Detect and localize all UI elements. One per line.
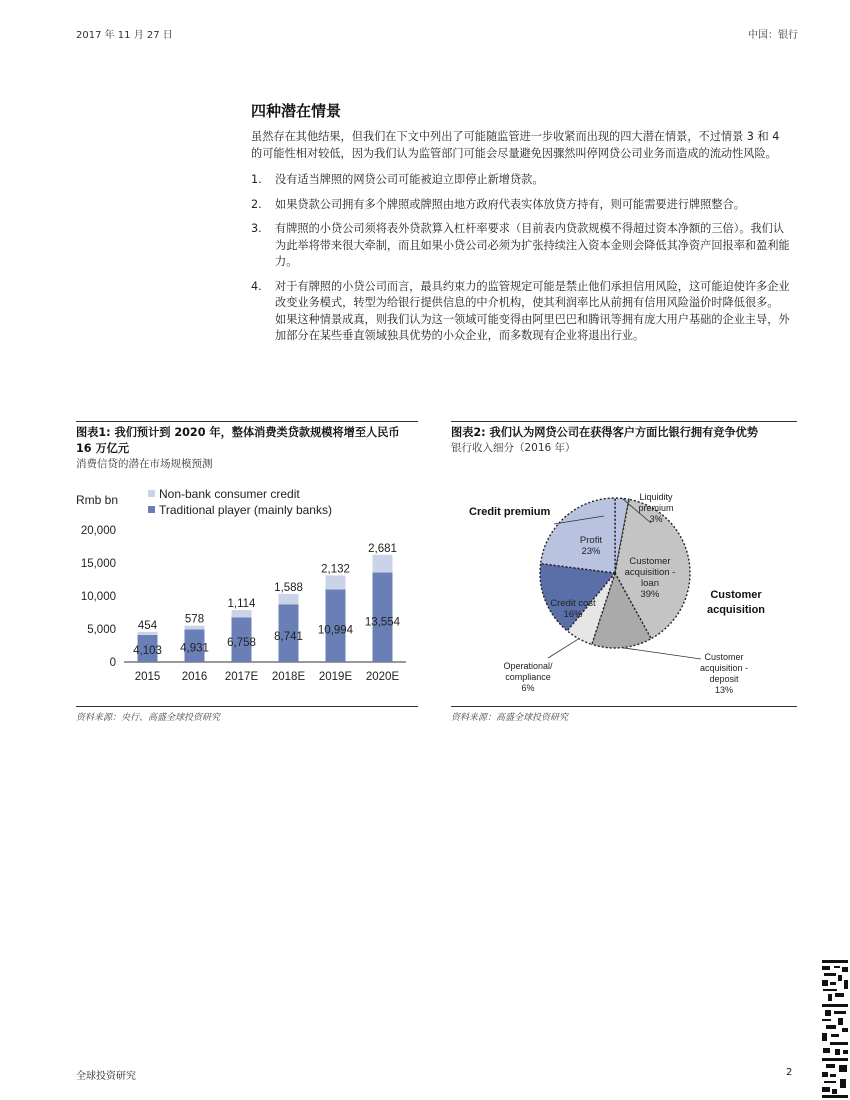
list-number: 1.	[251, 173, 262, 186]
legend-label: Non-bank consumer credit	[159, 487, 300, 501]
pie-label: 6%	[521, 683, 535, 693]
x-tick-label: 2018E	[271, 671, 306, 683]
scenarios-section	[251, 100, 791, 353]
bar-nonbank	[138, 632, 158, 635]
pie-label: 39%	[640, 589, 660, 600]
x-tick-label: 2019E	[318, 671, 353, 683]
data-label-nonbank: 1,588	[274, 581, 303, 594]
list-item	[251, 279, 791, 345]
bar-nonbank	[185, 626, 205, 630]
pie-chart	[451, 482, 797, 697]
pie-label: acquisition -	[624, 567, 676, 578]
footer-label: 全球投资研究	[76, 1071, 136, 1082]
y-tick-label: 15,000	[80, 558, 116, 570]
pie-label: Operational/	[503, 661, 553, 671]
page-number: 2	[786, 1067, 793, 1078]
legend-swatch	[148, 490, 155, 497]
list-text: 对于有牌照的小贷公司而言，最具约束力的监管规定可能是禁止他们承担信用风险，这可能迫使许多企业改变业务模式，转型为给银行提供信息的中介机构，使其利润率比从前拥有信用风险溢价时降低很多。 如果这种情景成真，则我们认为这一领域可能变得由阿里巴巴和腾讯等拥有庞大用户基础的企业主导，外加部分在某些垂直领域独具优势的小众企业，而多数现有企业将退出行业。	[275, 279, 790, 342]
data-label-nonbank: 2,132	[321, 563, 350, 576]
y-tick-label: 5,000	[87, 624, 116, 636]
list-number: 4.	[251, 279, 262, 293]
pie-slice	[541, 498, 615, 573]
credit-premium-label: Credit premium	[469, 506, 551, 518]
bar-nonbank	[279, 594, 299, 604]
pie-label: Profit	[579, 535, 603, 546]
bar-chart	[76, 482, 418, 697]
data-label-nonbank: 578	[184, 613, 205, 626]
y-tick-label: 20,000	[80, 525, 116, 537]
x-tick-label: 2017E	[224, 671, 259, 683]
figure2-title: 图表2: 我们认为网贷公司在获得客户方面比银行拥有竞争优势	[451, 426, 759, 439]
data-label-traditional: 4,931	[180, 642, 209, 655]
figure1-header	[76, 421, 418, 472]
leader-line	[622, 648, 701, 659]
pie-label: premium	[638, 503, 674, 513]
data-label-traditional: 13,554	[364, 616, 401, 629]
pie-label: compliance	[505, 672, 551, 682]
customer-acquisition-label: acquisition	[706, 604, 766, 616]
section-title: 四种潜在情景	[251, 102, 342, 120]
intro-paragraph: 虽然存在其他结果，但我们在下文中列出了可能随监管进一步收紧而出现的四大潜在情景，不过情景 3 和 4 的可能性相对较低，因为我们认为监管部门可能会尽量避免因骤然叫停网贷公司业务而造成的流动性风险。	[251, 130, 780, 160]
data-label-traditional: 4,103	[133, 644, 162, 657]
list-text: 如果贷款公司拥有多个牌照或牌照由地方政府代表实体放贷方持有，则可能需要进行牌照整合。	[275, 197, 745, 211]
list-text: 没有适当牌照的网贷公司可能被迫立即停止新增贷款。	[275, 173, 544, 186]
pie-label: deposit	[709, 674, 739, 684]
header-date: 2017 年 11 月 27 日	[76, 30, 173, 41]
pie-label: loan	[641, 578, 659, 589]
figure1-subtitle: 消费信贷的潜在市场规模预测	[76, 458, 213, 470]
pie-label: 23%	[581, 546, 601, 557]
pie-label: 3%	[649, 514, 663, 524]
data-label-nonbank: 454	[137, 619, 158, 632]
list-number: 3.	[251, 222, 262, 235]
bar-nonbank	[232, 610, 252, 617]
data-label-traditional: 8,741	[274, 631, 303, 644]
x-tick-label: 2016	[181, 671, 208, 683]
figure2-header	[451, 421, 797, 456]
y-axis-label: Rmb bn	[76, 493, 119, 507]
legend-label: Traditional player (mainly banks)	[159, 503, 332, 517]
x-tick-label: 2020E	[365, 671, 400, 683]
list-item	[251, 172, 791, 189]
y-tick-label: 0	[109, 657, 116, 669]
pie-label: Liquidity	[639, 492, 673, 502]
list-item	[251, 197, 791, 214]
pie-label: acquisition -	[699, 663, 749, 673]
leader-line	[548, 639, 579, 658]
figure2-source: 资料来源：高盛全球投资研究	[451, 706, 797, 723]
qr-code	[820, 958, 850, 1100]
data-label-traditional: 6,758	[227, 636, 256, 649]
bar-nonbank	[326, 575, 346, 589]
list-text: 有牌照的小贷公司须将表外贷款算入杠杆率要求（目前表内贷款规模不得超过资本净额的三倍）。我们认为此举将带来很大牵制，而且如果小贷公司必须为扩张持续注入资本金则会降低其净资产回报率和盈利能力。	[275, 222, 790, 268]
data-label-traditional: 10,994	[317, 624, 354, 637]
bar-nonbank	[373, 555, 393, 573]
pie-label: Customer	[629, 556, 671, 567]
customer-acquisition-label: Customer	[710, 589, 762, 601]
list-number: 2.	[251, 197, 262, 211]
data-label-nonbank: 2,681	[368, 542, 397, 555]
x-tick-label: 2015	[134, 671, 161, 683]
list-item	[251, 221, 791, 271]
figure1-title: 图表1: 我们预计到 2020 年，整体消费类贷款规模将增至人民币 16 万亿元	[76, 426, 400, 455]
pie-label: Customer	[704, 652, 744, 662]
pie-label: 16%	[563, 609, 583, 620]
figure1-source: 资料来源：央行、高盛全球投资研究	[76, 706, 418, 723]
figure2-subtitle: 银行收入细分（2016 年）	[451, 442, 576, 454]
pie-label: 13%	[714, 685, 734, 695]
pie-label: Credit cost	[550, 598, 596, 609]
header-sector: 中国：银行	[748, 30, 798, 41]
data-label-nonbank: 1,114	[227, 598, 256, 611]
y-tick-label: 10,000	[80, 591, 116, 603]
legend-swatch	[148, 506, 155, 513]
